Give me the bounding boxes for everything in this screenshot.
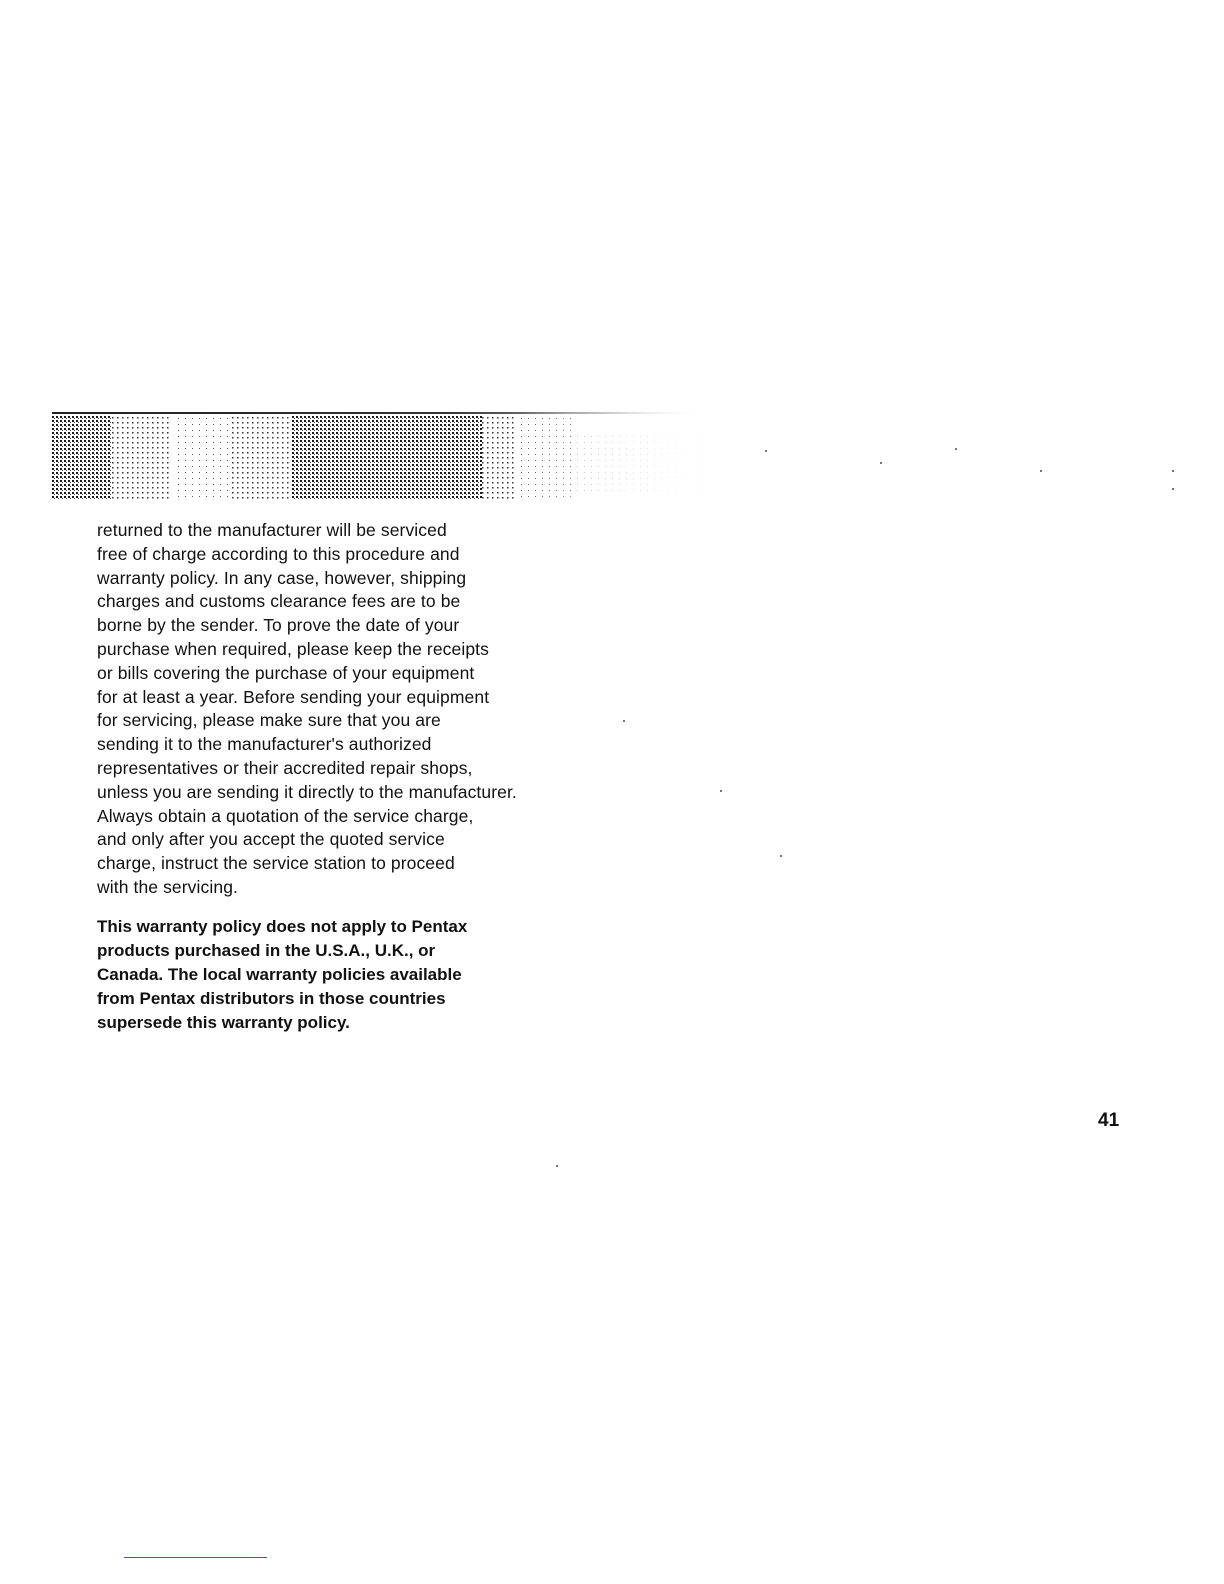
paragraph-line: for servicing, please make sure that you are [97, 710, 441, 731]
paragraph-line: sending it to the manufacturer's authorized [97, 734, 432, 755]
notice-line: from Pentax distributors in those countries [97, 989, 446, 1008]
paragraph-line: borne by the sender. To prove the date of your [97, 615, 460, 636]
paragraph-line: or bills covering the purchase of your equipment [97, 662, 475, 683]
speck [1172, 470, 1174, 472]
paragraph-line: Always obtain a quotation of the service charge, [97, 805, 474, 826]
paragraph-line: returned to the manufacturer will be serviced [97, 520, 447, 540]
paragraph-line: warranty policy. In any case, however, shipping [97, 567, 467, 588]
paragraph-line: unless you are sending it directly to the manufacturer. [97, 781, 517, 802]
paragraph-line: purchase when required, please keep the receipts [97, 638, 489, 659]
speck [623, 720, 625, 722]
speck [1040, 470, 1042, 472]
speck [1172, 488, 1174, 490]
paragraph-line: charge, instruct the service station to proceed [97, 853, 455, 874]
notice-line: Canada. The local warranty policies available [97, 965, 462, 984]
speck [765, 450, 767, 452]
paragraph-line: for at least a year. Before sending your equipment [97, 686, 490, 707]
speck [780, 855, 782, 857]
notice-line: supersede this warranty policy. [97, 1013, 350, 1032]
warranty-service-paragraph [97, 519, 617, 900]
paragraph-line: with the servicing. [97, 876, 238, 897]
notice-line: This warranty policy does not apply to Pentax [97, 917, 468, 936]
notice-line: products purchased in the U.S.A., U.K., or [97, 941, 436, 960]
speck [556, 1165, 558, 1167]
speck [720, 790, 722, 792]
regional-exclusion-notice [97, 915, 577, 1035]
halftone-header-band [52, 412, 712, 502]
speck [880, 462, 882, 464]
page-number: 41 [1098, 1110, 1120, 1131]
footer-rule [124, 1557, 267, 1558]
paragraph-line: free of charge according to this procedure and [97, 543, 460, 564]
speck [955, 448, 957, 450]
paragraph-line: representatives or their accredited repair shops, [97, 757, 473, 778]
paragraph-line: and only after you accept the quoted service [97, 829, 445, 850]
paragraph-line: charges and customs clearance fees are to be [97, 591, 461, 612]
